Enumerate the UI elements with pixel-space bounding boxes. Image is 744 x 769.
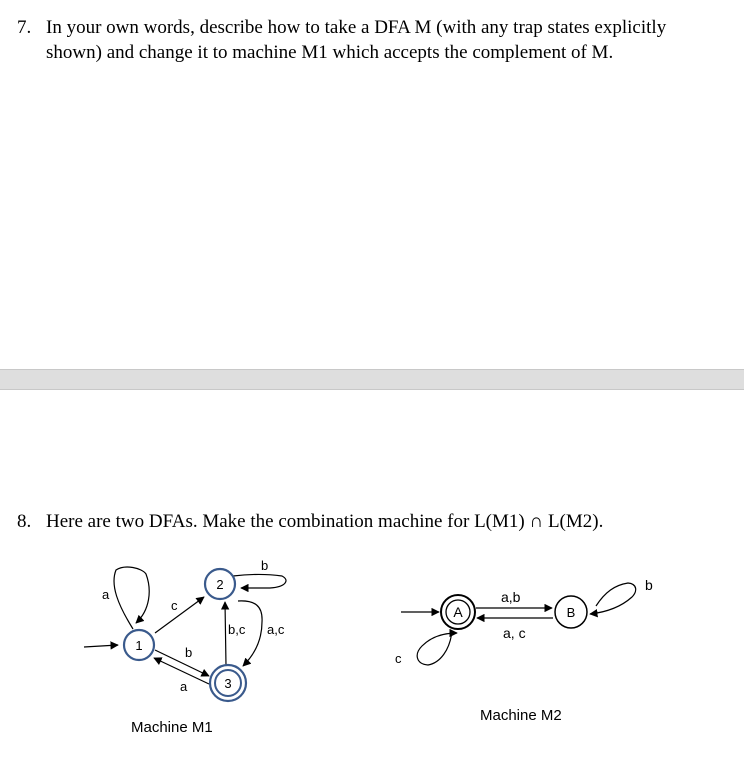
m1-label-loop-2: b (261, 558, 269, 573)
m2-label-edge-a-b: a,b (501, 589, 521, 605)
dfa-diagrams (0, 545, 744, 769)
page-break (0, 369, 744, 390)
m2-label-loop-b: b (645, 577, 653, 593)
question-7-line-2: shown) and change it to machine M1 which accepts the complement of M. (46, 42, 614, 63)
m2-state-a-label: A (453, 604, 463, 620)
question-8-number: 8. (17, 511, 32, 532)
m1-label-edge-1-3: b (185, 645, 193, 660)
m2-label-loop-a: c (395, 651, 402, 666)
m1-loop-1 (114, 567, 149, 629)
question-8-text: Here are two DFAs. Make the combination machine for L(M1) ∩ L(M2). (46, 511, 604, 532)
m1-loop-2 (233, 575, 286, 589)
m1-label-edge-3-2: a,c (267, 622, 285, 637)
m2-loop-b (590, 583, 636, 614)
m1-state-3-label: 3 (224, 676, 232, 691)
m2-label-edge-b-a: a, c (503, 625, 526, 641)
m1-caption: Machine M1 (131, 719, 213, 736)
question-7-line-1: In your own words, describe how to take a DFA M (with any trap states explicitly (46, 17, 667, 38)
m1-label-loop-1: a (102, 587, 110, 602)
m1-edge-1-3 (155, 650, 209, 676)
machine-m1 (84, 558, 286, 736)
m1-edge-2-3 (225, 602, 226, 666)
m1-state-1-label: 1 (135, 638, 143, 653)
m1-label-edge-1-2: c (171, 598, 178, 613)
m2-loop-a (417, 631, 457, 665)
machine-m2 (395, 577, 653, 724)
question-7-number: 7. (17, 17, 32, 38)
m1-state-2-label: 2 (216, 577, 224, 592)
m2-caption: Machine M2 (480, 707, 562, 724)
m1-label-edge-2-3: b,c (228, 622, 246, 637)
m1-start-arrow (84, 645, 118, 647)
m1-edge-1-2 (155, 597, 204, 633)
m1-label-edge-3-1: a (180, 679, 188, 694)
m2-state-b-label: B (566, 605, 576, 620)
